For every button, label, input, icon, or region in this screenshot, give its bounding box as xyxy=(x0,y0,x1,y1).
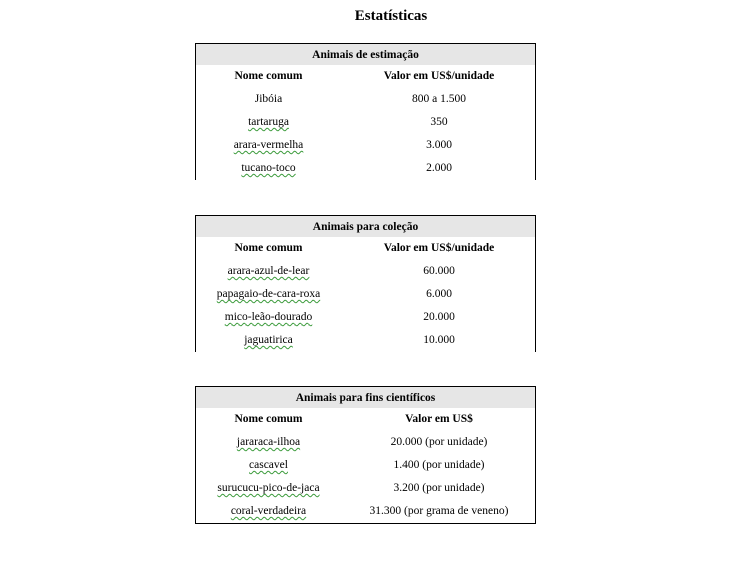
animal-name xyxy=(195,157,342,180)
animal-name xyxy=(195,260,342,283)
animal-name-text: cascavel xyxy=(249,459,288,471)
animal-name-text: arara-azul-de-lear xyxy=(227,265,310,277)
column-header-row xyxy=(195,65,536,88)
animal-name-text: tartaruga xyxy=(248,116,289,128)
animal-name xyxy=(195,477,342,500)
animal-value: 1.400 (por unidade) xyxy=(393,459,485,471)
table-row xyxy=(195,88,536,111)
animal-value: 6.000 xyxy=(426,288,452,300)
animal-name-text: jaguatirica xyxy=(244,334,293,346)
animal-name-text: papagaio-de-cara-roxa xyxy=(216,288,321,300)
animal-value: 31.300 (por grama de veneno) xyxy=(369,505,509,517)
animal-value: 20.000 xyxy=(423,311,455,323)
table-pets xyxy=(195,43,536,180)
animal-value: 3.200 (por unidade) xyxy=(393,482,485,494)
animal-name xyxy=(195,431,342,454)
table-row xyxy=(195,283,536,306)
table-row xyxy=(195,134,536,157)
table-caption: Animais de estimação xyxy=(196,43,535,65)
column-header-row xyxy=(195,237,536,260)
animal-name xyxy=(195,500,342,523)
animal-value: 2.000 xyxy=(426,162,452,174)
table-collection xyxy=(195,215,536,352)
column-header-value: Valor em US$ xyxy=(405,413,473,425)
column-header-value: Valor em US$/unidade xyxy=(383,70,495,82)
column-header-name: Nome comum xyxy=(234,242,303,254)
animal-name xyxy=(195,111,342,134)
animal-name-text: coral-verdadeira xyxy=(230,505,307,517)
table-row xyxy=(195,329,536,352)
table-row xyxy=(195,477,536,500)
table-scientific xyxy=(195,386,536,524)
animal-name-text: jararaca-ilhoa xyxy=(236,436,301,448)
animal-name xyxy=(195,454,342,477)
animal-value: 800 a 1.500 xyxy=(412,93,466,105)
animal-value: 20.000 (por unidade) xyxy=(390,436,488,448)
animal-value: 60.000 xyxy=(423,265,455,277)
animal-value: 350 xyxy=(430,116,448,128)
column-header-name: Nome comum xyxy=(234,70,303,82)
table-row xyxy=(195,500,536,523)
animal-name-text: mico-leão-dourado xyxy=(224,311,313,323)
table-row xyxy=(195,306,536,329)
column-header-name: Nome comum xyxy=(234,413,303,425)
animal-name xyxy=(195,134,342,157)
animal-name xyxy=(195,329,342,352)
animal-name-text: tucano-toco xyxy=(241,162,296,174)
page-title: Estatísticas xyxy=(354,8,428,24)
table-caption: Animais para fins científicos xyxy=(196,386,535,408)
table-row xyxy=(195,111,536,134)
animal-name: Jibóia xyxy=(254,93,283,105)
animal-value: 3.000 xyxy=(426,139,452,151)
column-header-row xyxy=(195,408,536,431)
table-row xyxy=(195,157,536,180)
animal-name-text: arara-vermelha xyxy=(233,139,304,151)
table-caption: Animais para coleção xyxy=(196,215,535,237)
animal-value: 10.000 xyxy=(423,334,455,346)
animal-name xyxy=(195,283,342,306)
column-header-value: Valor em US$/unidade xyxy=(383,242,495,254)
table-row xyxy=(195,454,536,477)
table-row xyxy=(195,260,536,283)
table-row xyxy=(195,431,536,454)
animal-name xyxy=(195,306,342,329)
animal-name-text: surucucu-pico-de-jaca xyxy=(217,482,320,494)
